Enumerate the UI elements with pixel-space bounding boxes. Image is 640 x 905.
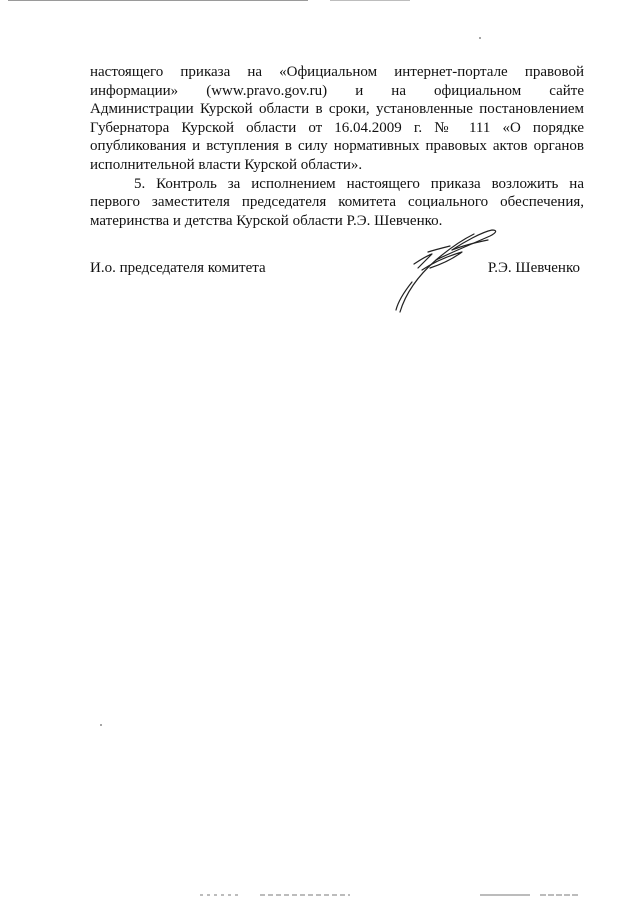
signatory-name: Р.Э. Шевченко	[487, 260, 580, 276]
scan-top-edge	[8, 0, 308, 1]
scan-speck	[100, 724, 102, 726]
scan-speck	[479, 37, 481, 39]
text-line: настоящего приказа на «Официальном интернет-портале правовой	[90, 64, 584, 80]
paragraph-continuation	[90, 63, 584, 175]
paragraph-item-5	[90, 175, 584, 231]
signatory-position: И.о. председателя комитета	[90, 260, 266, 276]
document-body	[90, 63, 584, 230]
scan-bottom-noise	[200, 894, 600, 896]
text-line: материнства и детства Курской области Р.Э. Шевченко.	[90, 212, 443, 229]
scan-top-edge-fragment	[330, 0, 410, 1]
text-line: первого заместителя председателя комитета социального обеспечения,	[90, 194, 584, 211]
text-line: Губернатора Курской области от 16.04.2009 г. № 111 «О порядке	[90, 119, 584, 136]
text-line: информации» (www.pravo.gov.ru) и на официальном сайте	[90, 82, 584, 99]
text-line: исполнительной власти Курской области».	[90, 156, 363, 173]
text-line: Администрации Курской области в сроки, установленные постановлением	[90, 101, 584, 118]
text-line: 5. Контроль за исполнением настоящего приказа возложить на	[134, 175, 584, 192]
text-line: опубликования и вступления в силу нормативных правовых актов органов	[90, 138, 584, 155]
handwritten-signature	[392, 222, 502, 318]
